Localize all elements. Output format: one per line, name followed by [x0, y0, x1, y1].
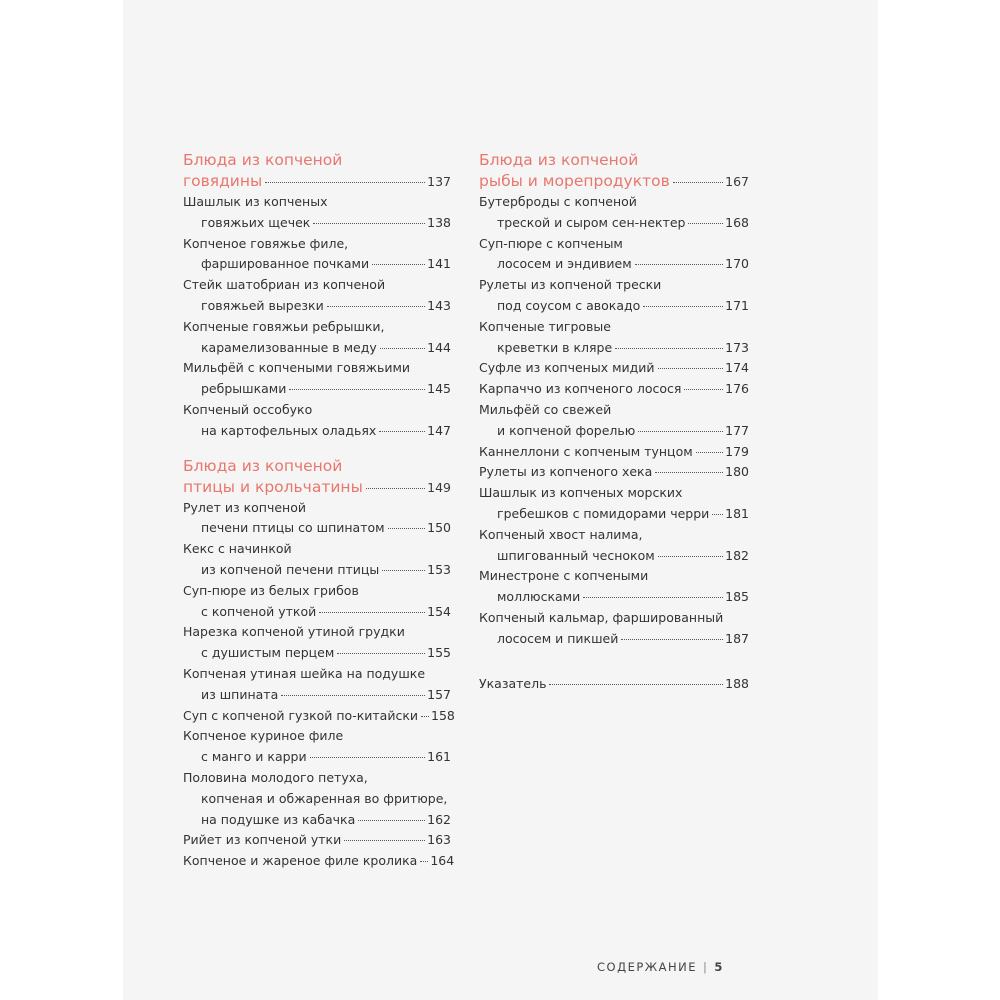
- toc-entry-line: [479, 213, 749, 234]
- toc-entry-text: на картофельных оладьях: [201, 422, 377, 438]
- toc-entry-text: и копченой форелью: [497, 422, 636, 438]
- section-page-number: 149: [427, 479, 451, 495]
- toc-entry-line: [479, 400, 749, 421]
- toc-entry-page-number: 141: [427, 256, 451, 272]
- toc-entry-line: [183, 602, 451, 623]
- toc-entry-text: треской и сыром сен-нектер: [497, 214, 686, 230]
- toc-entry-line: [183, 254, 451, 275]
- toc-entry-line: [479, 275, 749, 296]
- toc-entry-line: [479, 566, 749, 587]
- toc-entry-text: лососем и эндивием: [497, 256, 632, 272]
- leader-dots: [673, 182, 723, 183]
- toc-entry-line: [479, 674, 749, 695]
- toc-entry[interactable]: [479, 608, 749, 650]
- toc-entry-page-number: 147: [427, 422, 451, 438]
- toc-entry-line: [183, 726, 451, 747]
- toc-entry-text: копченая и обжаренная во фритюре,: [201, 790, 448, 806]
- toc-entry-line: [183, 275, 451, 296]
- toc-entry-text: Копченое говяжье филе,: [183, 235, 349, 251]
- toc-entry-line: [183, 421, 451, 442]
- toc-entry-text: Кекс с начинкой: [183, 541, 292, 557]
- toc-entry-line: [479, 462, 749, 483]
- toc-entry[interactable]: [183, 706, 455, 727]
- toc-entry-text: Стейк шатобриан из копченой: [183, 277, 386, 293]
- toc-entry-line: [183, 789, 451, 810]
- section-heading-text: рыбы и морепродуктов: [479, 172, 670, 190]
- toc-entry[interactable]: [479, 483, 749, 525]
- toc-entry[interactable]: [479, 275, 749, 317]
- toc-entry-page-number: 153: [427, 561, 451, 577]
- toc-entry-page-number: 171: [725, 297, 749, 313]
- leader-dots: [372, 264, 425, 265]
- toc-entry-line: [183, 539, 451, 560]
- toc-entry-text: Рулеты из копченого хека: [479, 464, 653, 480]
- toc-entry-page-number: 182: [725, 547, 749, 563]
- leader-dots: [420, 861, 428, 862]
- toc-entry-line: [479, 192, 749, 213]
- toc-entry[interactable]: [183, 851, 455, 872]
- toc-entry-text: Копченая утиная шейка на подушке: [183, 665, 426, 681]
- section-heading-text: птицы и крольчатины: [183, 477, 363, 496]
- toc-entry-page-number: 177: [725, 422, 749, 438]
- toc-entry[interactable]: [479, 400, 749, 442]
- footer-label: СОДЕРЖАНИЕ: [597, 960, 698, 974]
- leader-dots: [327, 306, 425, 307]
- toc-entry-line: [183, 622, 451, 643]
- toc-entry[interactable]: [183, 830, 451, 851]
- leader-dots: [583, 597, 723, 598]
- toc-entry-text: Копченый кальмар, фаршированный: [479, 609, 724, 625]
- toc-entry-text: Копченый хвост налима,: [479, 526, 643, 542]
- toc-entry[interactable]: [479, 358, 749, 379]
- toc-entry-text: Суп-пюре с копченым: [479, 235, 623, 251]
- section-heading-line: [183, 477, 451, 498]
- section-heading-text: говядины: [183, 172, 263, 190]
- toc-entry-text: ребрышками: [201, 381, 287, 397]
- toc-entry-text: гребешков с помидорами черри: [497, 505, 710, 521]
- leader-dots: [638, 431, 723, 432]
- toc-entry-line: [183, 664, 451, 685]
- toc-entry-line: [183, 768, 451, 789]
- toc-entry[interactable]: [479, 317, 749, 359]
- toc-entry-page-number: 157: [427, 686, 451, 702]
- toc-entry[interactable]: [183, 622, 451, 664]
- toc-entry-text: Копченые говяжьи ребрышки,: [183, 318, 385, 334]
- toc-entry-page-number: 176: [725, 381, 749, 397]
- toc-entry-text: креветки в кляре: [497, 339, 613, 355]
- toc-entry[interactable]: [183, 275, 451, 317]
- section-heading-line: [183, 456, 451, 477]
- section-heading-text: Блюда из копченой: [183, 151, 343, 169]
- toc-entry-text: с копченой уткой: [201, 603, 317, 619]
- leader-dots: [712, 514, 723, 515]
- section-page-number: 137: [427, 174, 451, 189]
- footer-page-number: 5: [714, 960, 724, 974]
- toc-entry-line: [183, 192, 451, 213]
- toc-entry-text: Шашлык из копченых морских: [479, 485, 683, 501]
- toc-entry-line: [479, 254, 749, 275]
- toc-entry-page-number: 155: [427, 645, 451, 661]
- toc-column-left: [183, 150, 455, 872]
- toc-entry-line: [183, 379, 451, 400]
- leader-dots: [549, 684, 723, 685]
- toc-entry[interactable]: [479, 525, 749, 567]
- leader-dots: [382, 570, 425, 571]
- toc-entry-line: [183, 518, 451, 539]
- toc-entry-line: [183, 338, 451, 359]
- section-heading: [479, 150, 749, 192]
- section-heading-text: Блюда из копченой: [183, 456, 343, 475]
- toc-entry-line: [479, 587, 749, 608]
- section-page-number: 167: [725, 174, 749, 189]
- toc-entry-text: из шпината: [201, 686, 279, 702]
- toc-entry-line: [183, 400, 451, 421]
- leader-dots: [688, 223, 723, 224]
- toc-entry-text: Мильфёй с копчеными говяжьими: [183, 360, 411, 376]
- toc-entry-line: [479, 296, 749, 317]
- section-heading-line: [183, 150, 451, 171]
- toc-entry-page-number: 138: [427, 214, 451, 230]
- toc-entry-text: из копченой печени птицы: [201, 561, 380, 577]
- toc-entry-page-number: 170: [725, 256, 749, 272]
- leader-dots: [379, 431, 425, 432]
- section-heading-line: [479, 150, 749, 171]
- toc-entry-text: на подушке из кабачка: [201, 811, 356, 827]
- toc-entry-text: Каннеллони с копченым тунцом: [479, 443, 693, 459]
- toc-entry[interactable]: [183, 317, 451, 359]
- toc-entry-page-number: 162: [427, 811, 451, 827]
- toc-entry-page-number: 161: [427, 749, 451, 765]
- toc-entry-index[interactable]: [479, 674, 749, 695]
- leader-dots: [635, 264, 724, 265]
- toc-entry[interactable]: [183, 768, 451, 830]
- toc-entry-text: фаршированное почками: [201, 256, 370, 272]
- leader-dots: [621, 639, 723, 640]
- leader-dots: [421, 716, 429, 717]
- toc-entry-text: с душистым перцем: [201, 645, 335, 661]
- toc-entry-page-number: 150: [427, 520, 451, 536]
- leader-dots: [643, 306, 723, 307]
- toc-entry-text: Копченый оссобуко: [183, 401, 313, 417]
- toc-entry-line: [183, 581, 451, 602]
- toc-entry-text: Карпаччо из копченого лосося: [479, 381, 682, 397]
- toc-entry-line: [479, 525, 749, 546]
- toc-entry[interactable]: [479, 566, 749, 608]
- toc-entry-text: Рийет из копченой утки: [183, 832, 342, 848]
- toc-entry-page-number: 143: [427, 297, 451, 313]
- toc-entry-page-number: 154: [427, 603, 451, 619]
- toc-entry-text: печени птицы со шпинатом: [201, 520, 385, 536]
- toc-entry-line: [183, 498, 451, 519]
- section-heading: [183, 150, 451, 192]
- leader-dots: [358, 820, 425, 821]
- toc-entry-page-number: 168: [725, 214, 749, 230]
- leader-dots: [289, 389, 425, 390]
- toc-column-right: [479, 150, 749, 694]
- toc-entry[interactable]: [479, 442, 749, 463]
- toc-entry-line: [183, 830, 451, 851]
- leader-dots: [615, 348, 723, 349]
- toc-entry-line: [479, 504, 749, 525]
- toc-entry-page-number: 179: [725, 443, 749, 459]
- toc-entry-page-number: 188: [725, 675, 749, 691]
- toc-entry-line: [183, 747, 451, 768]
- toc-entry-text: говяжьей вырезки: [201, 297, 324, 313]
- toc-entry-line: [183, 234, 451, 255]
- toc-entry-line: [479, 442, 749, 463]
- toc-entry-line: [479, 234, 749, 255]
- toc-entry[interactable]: [183, 726, 451, 768]
- leader-dots: [319, 612, 425, 613]
- toc-entry-line: [479, 338, 749, 359]
- leader-dots: [265, 182, 425, 183]
- leader-dots: [658, 368, 724, 369]
- toc-entry[interactable]: [183, 192, 451, 234]
- footer-separator: |: [703, 960, 709, 974]
- toc-entry-line: [479, 421, 749, 442]
- toc-entry-line: [479, 629, 749, 650]
- leader-dots: [313, 223, 425, 224]
- toc-entry[interactable]: [183, 400, 451, 442]
- section-heading: [183, 456, 451, 498]
- toc-entry-line: [183, 317, 451, 338]
- toc-entry-text: Копченое куриное филе: [183, 728, 344, 744]
- toc-entry-line: [183, 851, 455, 872]
- toc-entry-text: Рулеты из копченой трески: [479, 277, 662, 293]
- toc-entry-text: Суп-пюре из белых грибов: [183, 582, 359, 598]
- toc-entry[interactable]: [183, 664, 451, 706]
- toc-entry-text: Шашлык из копченых: [183, 194, 328, 209]
- toc-entry-page-number: 174: [725, 360, 749, 376]
- toc-entry-line: [479, 483, 749, 504]
- toc-entry-line: [183, 685, 451, 706]
- leader-dots: [281, 695, 425, 696]
- toc-entry-text: Суп с копченой гузкой по-китайски: [183, 707, 419, 723]
- toc-entry[interactable]: [183, 358, 451, 400]
- leader-dots: [310, 757, 426, 758]
- toc-entry-line: [183, 296, 451, 317]
- toc-entry-text: Суфле из копченых мидий: [479, 360, 655, 376]
- toc-entry-line: [183, 643, 451, 664]
- toc-entry[interactable]: [183, 234, 451, 276]
- leader-dots: [658, 556, 723, 557]
- toc-entry-text: Половина молодого петуха,: [183, 769, 368, 785]
- toc-entry-text: с манго и карри: [201, 749, 307, 765]
- toc-entry-page-number: 180: [725, 464, 749, 480]
- section-gap: [183, 442, 451, 456]
- toc-entry-line: [479, 608, 749, 629]
- toc-entry-text: Копченые тигровые: [479, 318, 611, 334]
- toc-entry[interactable]: [183, 539, 451, 581]
- leader-dots: [366, 488, 425, 489]
- toc-entry[interactable]: [479, 462, 749, 483]
- toc-entry-page-number: 181: [725, 505, 749, 521]
- toc-entry-page-number: 163: [427, 832, 451, 848]
- leader-dots: [344, 840, 425, 841]
- section-heading-line: [183, 171, 451, 192]
- section-gap: [479, 650, 749, 674]
- toc-entry-line: [183, 706, 455, 727]
- toc-entry-line: [479, 546, 749, 567]
- toc-entry-page-number: 145: [427, 381, 451, 397]
- toc-entry-line: [479, 358, 749, 379]
- toc-entry-line: [183, 213, 451, 234]
- leader-dots: [696, 452, 723, 453]
- toc-entry-text: Нарезка копченой утиной грудки: [183, 624, 405, 640]
- toc-entry-text: карамелизованные в меду: [201, 339, 377, 355]
- toc-entry-text: шпигованный чесноком: [497, 547, 655, 563]
- leader-dots: [380, 348, 425, 349]
- toc-entry[interactable]: [479, 234, 749, 276]
- toc-entry-line: [479, 317, 749, 338]
- toc-entry-text: под соусом с авокадо: [497, 297, 641, 313]
- toc-entry-text: Указатель: [479, 675, 547, 691]
- section-heading-text: Блюда из копченой: [479, 151, 639, 169]
- toc-entry-line: [183, 810, 451, 831]
- section-heading-line: [479, 171, 749, 192]
- page-footer: [597, 960, 724, 974]
- toc-entry-text: Мильфёй со свежей: [479, 401, 612, 417]
- toc-entry[interactable]: [479, 379, 749, 400]
- toc-entry-text: говяжьих щечек: [201, 214, 311, 230]
- toc-entry-line: [183, 358, 451, 379]
- toc-entry-text: Копченое и жареное филе кролика: [183, 853, 418, 869]
- toc-entry-text: Минестроне с копчеными: [479, 568, 649, 584]
- leader-dots: [388, 528, 426, 529]
- toc-entry-page-number: 185: [725, 589, 749, 605]
- leader-dots: [337, 653, 425, 654]
- leader-dots: [684, 389, 723, 390]
- toc-entry-page-number: 187: [725, 630, 749, 646]
- toc-entry-page-number: 173: [725, 339, 749, 355]
- toc-entry-text: лососем и пикшей: [497, 630, 619, 646]
- toc-entry-line: [479, 379, 749, 400]
- toc-entry-text: Бутерброды с копченой: [479, 194, 637, 209]
- toc-entry-text: Рулет из копченой: [183, 499, 307, 515]
- toc-entry-page-number: 164: [430, 853, 455, 869]
- toc-entry[interactable]: [479, 192, 749, 234]
- toc-entry[interactable]: [183, 498, 451, 540]
- leader-dots: [655, 472, 723, 473]
- toc-entry-text: моллюсками: [497, 589, 581, 605]
- toc-entry-page-number: 158: [431, 707, 455, 723]
- toc-entry[interactable]: [183, 581, 451, 623]
- toc-entry-line: [183, 560, 451, 581]
- toc-entry-page-number: 144: [427, 339, 451, 355]
